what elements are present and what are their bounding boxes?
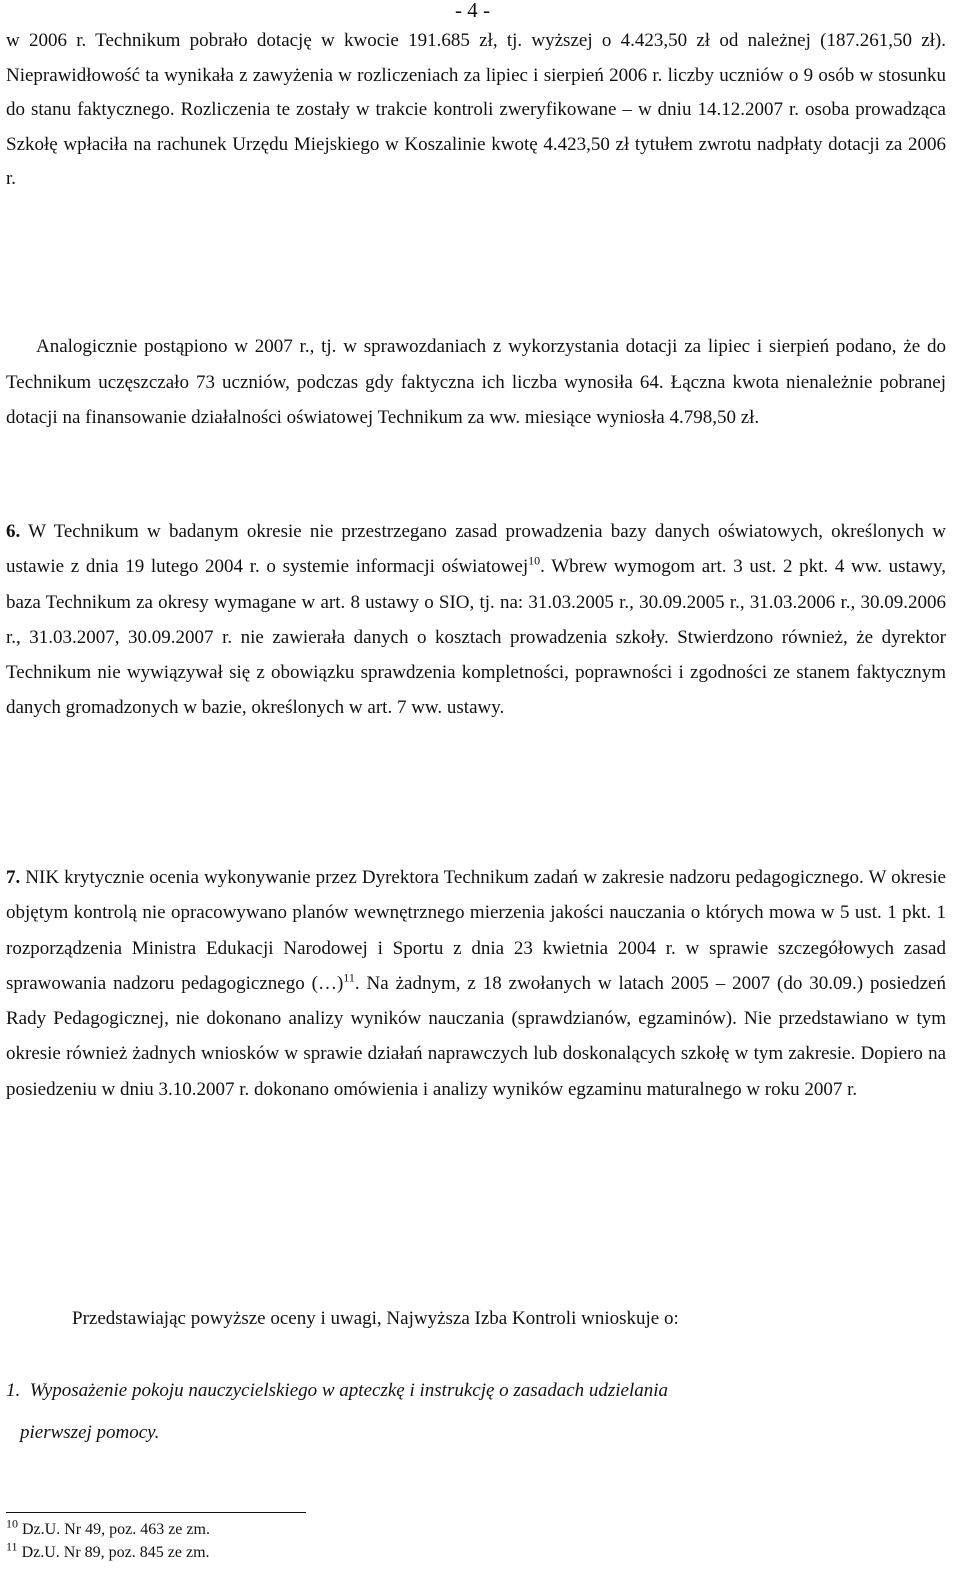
footnote-number: 11 xyxy=(6,1539,18,1554)
footnote-ref: 11 xyxy=(343,970,355,985)
conclusion-statement: Przedstawiając powyższe oceny i uwagi, Najwyższa Izba Kontroli wnioskuje o: xyxy=(72,1308,679,1329)
footnote-divider xyxy=(6,1512,306,1513)
footnote xyxy=(6,1516,210,1540)
recommendation-text-cont: pierwszej pomocy. xyxy=(20,1422,160,1443)
paragraph-finding-7 xyxy=(6,860,946,1107)
finding-number: 6. xyxy=(6,521,21,542)
recommendation-number: 1. xyxy=(6,1380,21,1401)
paragraph-finding-6 xyxy=(6,514,946,726)
footnote-number: 10 xyxy=(6,1516,18,1531)
footnote-ref: 10 xyxy=(528,553,541,568)
paragraph-dotacja-2007: Analogicznie postąpiono w 2007 r., tj. w sprawozdaniach z wykorzystania dotacji za lipiec i sierpień podano, że do Technikum uczęszczało 73 uczniów, podczas gdy faktyczna ich liczba wynosiła 64. Łączna kwota nienależnie pobranej dotacji na finansowanie działalności oświatowej Technikum za ww. miesiące wyniosła 4.798,50 zł. xyxy=(6,336,946,428)
finding-text-cont: . Na żadnym, z 18 zwołanych w latach 2005 – 2007 (do 30.09.) posiedzeń Rady Pedagogicznej, nie dokonano analizy wyników nauczania (sprawdzianów, egzaminów). Nie przedstawiano w tym okresie również żadnych wniosków w sprawie działań naprawczych lub doskonalących szkołę w tym zakresie. Dopiero na posiedzeniu w dniu 3.10.2007 r. dokonano omówienia i analizy wyników egzaminu maturalnego w roku 2007 r. xyxy=(6,972,946,1100)
recommendation-item xyxy=(6,1370,946,1454)
finding-text: W Technikum w badanym okresie nie przestrzegano zasad prowadzenia bazy danych oświatowych, określonych w ustawie z dnia 19 lutego 2004 r. o systemie informacji oświatowej xyxy=(6,521,946,578)
finding-text-cont: . Wbrew wymogom art. 3 ust. 2 pkt. 4 ww. ustawy, baza Technikum za okresy wymagane w art. 8 ustawy o SIO, tj. na: 31.03.2005 r., 30.09.2005 r., 31.03.2006 r., 30.09.2006 r., 31.03.2007, 30.09.2007 r. nie zawierała danych o kosztach prowadzenia szkoły. Stwierdzono również, że dyrektor Technikum nie wywiązywał się z obowiązku sprawdzenia kompletności, poprawności i zgodności ze stanem faktycznym danych gromadzonych w bazie, określonych w art. 7 ww. ustawy. xyxy=(6,556,946,719)
page-number: - 4 - xyxy=(455,0,490,22)
finding-text: NIK krytycznie ocenia wykonywanie przez Dyrektora Technikum zadań w zakresie nadzoru pedagogicznego. W okresie objętym kontrolą nie opracowywano planów wewnętrznego mierzenia jakości nauczania o których mowa w 5 ust. 1 pkt. 1 rozporządzenia Ministra Edukacji Narodowej i Sportu z dnia 23 kwietnia 2004 r. w sprawie szczegółowych zasad sprawowania nadzoru pedagogicznego (…) xyxy=(6,867,946,994)
finding-number: 7. xyxy=(6,867,21,888)
paragraph-dotacja-2006: w 2006 r. Technikum pobrało dotację w kwocie 191.685 zł, tj. wyższej o 4.423,50 zł od należnej (187.261,50 zł). Nieprawidłowość ta wynikała z zawyżenia w rozliczeniach za lipiec i sierpień 2006 r. liczby uczniów o 9 osób w stosunku do stanu faktycznego. Rozliczenia te zostały w trakcie kontroli zweryfikowane – w dniu 14.12.2007 r. osoba prowadząca Szkołę wpłaciła na rachunek Urzędu Miejskiego w Koszalinie kwotę 4.423,50 zł tytułem zwrotu nadpłaty dotacji za 2006 r. xyxy=(6,30,946,189)
footnote-text: Dz.U. Nr 49, poz. 463 ze zm. xyxy=(18,1521,210,1538)
footnote-text: Dz.U. Nr 89, poz. 845 ze zm. xyxy=(17,1544,210,1561)
footnote xyxy=(6,1539,210,1563)
recommendation-text: Wyposażenie pokoju nauczycielskiego w apteczkę i instrukcję o zasadach udzielania xyxy=(29,1380,669,1401)
